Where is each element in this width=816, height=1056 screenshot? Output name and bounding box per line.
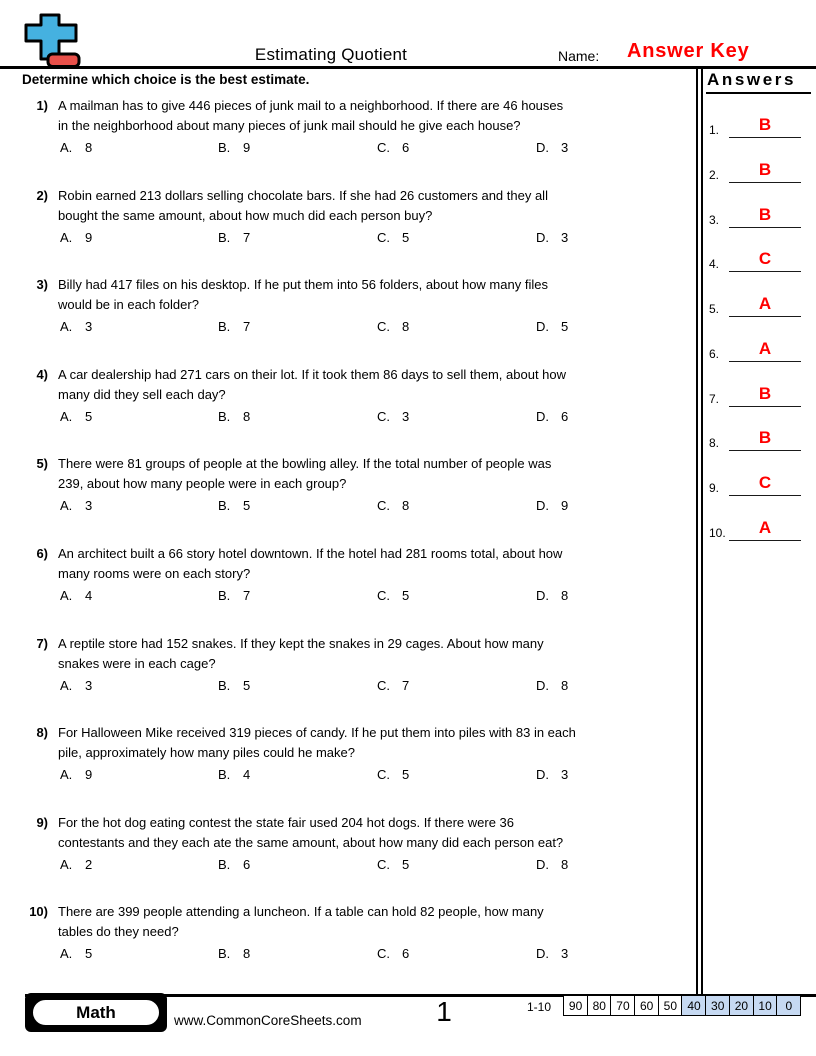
choice-option (377, 588, 409, 603)
choice-option (218, 230, 250, 245)
choice-letter: C. (377, 946, 390, 961)
question-choices (58, 409, 698, 427)
choice-option (536, 946, 568, 961)
choice-option (218, 767, 250, 782)
choice-value: 6 (402, 946, 410, 961)
choice-value: 5 (243, 498, 251, 513)
choice-value: 5 (243, 678, 251, 693)
question-text-line: A car dealership had 271 cars on their lot. If it took them 86 days to sell them, about how (58, 367, 567, 382)
choice-option (60, 946, 92, 961)
answers-column-divider (696, 66, 703, 996)
question-text-line: pile, approximately how many piles could he make? (58, 744, 355, 760)
score-cell: 90 (563, 995, 588, 1016)
choice-value: 6 (243, 857, 251, 872)
choice-value: 8 (561, 678, 569, 693)
name-label: Name: (558, 48, 600, 64)
question-text (58, 634, 544, 673)
choice-value: 7 (243, 230, 251, 245)
choice-value: 5 (402, 767, 410, 782)
choice-letter: D. (536, 230, 549, 245)
choice-option (60, 319, 92, 334)
choice-value: 5 (402, 857, 410, 872)
choice-option (536, 588, 568, 603)
question-number: 2) (36, 188, 48, 203)
choice-option (218, 498, 250, 513)
choice-letter: B. (218, 857, 231, 872)
score-cell: 80 (587, 995, 612, 1016)
question-number: 1) (36, 98, 48, 113)
answer-number: 5. (709, 302, 720, 316)
question-number: 6) (36, 546, 48, 561)
choice-letter: C. (377, 409, 390, 424)
choice-option (60, 498, 92, 513)
question-text-line: tables do they need? (58, 923, 179, 939)
choice-option (60, 140, 92, 155)
subject-label: Math (31, 998, 161, 1027)
question-text-line: There are 399 people attending a luncheon. If a table can hold 82 people, how many (58, 904, 544, 919)
choice-option (377, 319, 409, 334)
choice-option (377, 678, 409, 693)
score-cell: 10 (753, 995, 778, 1016)
question-number: 4) (36, 367, 48, 382)
question-text (58, 186, 548, 225)
choice-option (536, 678, 568, 693)
question-choices (58, 140, 698, 158)
answer-number: 1. (709, 123, 720, 137)
answer-letter: B (758, 384, 772, 403)
question-text (58, 902, 544, 941)
question-text (58, 813, 563, 852)
choice-value: 3 (85, 678, 93, 693)
question-number: 3) (36, 277, 48, 292)
question-text-line: A mailman has to give 446 pieces of junk mail to a neighborhood. If there are 46 houses (58, 98, 564, 113)
choice-letter: C. (377, 857, 390, 872)
choice-option (218, 409, 250, 424)
answer-blank-line (729, 182, 801, 183)
answer-number: 2. (709, 168, 720, 182)
question-text (58, 544, 562, 583)
choice-value: 2 (85, 857, 93, 872)
score-cell: 40 (681, 995, 706, 1016)
choice-value: 5 (402, 230, 410, 245)
choice-letter: C. (377, 498, 390, 513)
choice-option (218, 857, 250, 872)
question-text (58, 723, 576, 762)
answer-item (705, 469, 811, 496)
website-url: www.CommonCoreSheets.com (174, 1013, 362, 1028)
question-number: 8) (36, 725, 48, 740)
choice-option (536, 230, 568, 245)
score-cell: 30 (705, 995, 730, 1016)
question-text-line: contestants and they each ate the same amount, about how many did each person eat? (58, 834, 564, 850)
answer-letter: A (758, 294, 772, 313)
question-choices (58, 857, 698, 875)
choice-option (218, 678, 250, 693)
choice-letter: C. (377, 588, 390, 603)
choice-letter: B. (218, 230, 231, 245)
choice-value: 9 (85, 767, 93, 782)
instruction-text: Determine which choice is the best estimate. (22, 72, 310, 87)
answer-letter: C (758, 473, 772, 492)
score-cell: 70 (610, 995, 635, 1016)
question-text-line: A reptile store had 152 snakes. If they kept the snakes in 29 cages. About how many (58, 636, 544, 651)
answer-item (705, 335, 811, 362)
question-text-line: For the hot dog eating contest the state fair used 204 hot dogs. If there were 36 (58, 815, 515, 830)
choice-letter: A. (60, 319, 73, 334)
score-cell: 0 (776, 995, 801, 1016)
choice-letter: B. (218, 767, 231, 782)
answer-letter: B (758, 428, 772, 447)
choice-value: 8 (243, 409, 251, 424)
score-cell: 60 (634, 995, 659, 1016)
choice-option (536, 498, 568, 513)
answer-number: 9. (709, 481, 720, 495)
choice-value: 4 (85, 588, 93, 603)
question-text-line: in the neighborhood about many pieces of junk mail should he give each house? (58, 117, 521, 133)
answer-blank-line (729, 316, 801, 317)
page-number: 1 (436, 996, 452, 1027)
choice-option (377, 409, 409, 424)
answer-letter: B (758, 160, 772, 179)
choice-letter: A. (60, 857, 73, 872)
choice-letter: D. (536, 319, 549, 334)
choice-letter: D. (536, 409, 549, 424)
score-cell: 20 (729, 995, 754, 1016)
question-text-line: many did they sell each day? (58, 386, 226, 402)
choice-letter: D. (536, 588, 549, 603)
choice-option (60, 230, 92, 245)
choice-letter: D. (536, 767, 549, 782)
answer-blank-line (729, 450, 801, 451)
question-choices (58, 498, 698, 516)
question-number: 7) (36, 636, 48, 651)
choice-letter: D. (536, 857, 549, 872)
choice-option (218, 588, 250, 603)
answer-key-label: Answer Key (627, 40, 750, 62)
answer-number: 7. (709, 392, 720, 406)
answer-blank-line (729, 361, 801, 362)
question-choices (58, 319, 698, 337)
choice-option (377, 946, 409, 961)
choice-value: 8 (561, 588, 569, 603)
choice-option (377, 767, 409, 782)
question-number: 10) (29, 904, 48, 919)
answer-letter: A (758, 339, 772, 358)
choice-value: 8 (402, 319, 410, 334)
choice-option (377, 857, 409, 872)
question-text-line: 239, about how many people were in each group? (58, 475, 347, 491)
choice-option (377, 498, 409, 513)
score-cell: 50 (658, 995, 683, 1016)
answer-number: 4. (709, 257, 720, 271)
choice-option (536, 767, 568, 782)
choice-option (60, 409, 92, 424)
question-choices (58, 767, 698, 785)
answer-item (705, 290, 811, 317)
choice-value: 7 (402, 678, 410, 693)
answer-item (705, 111, 811, 138)
answer-number: 6. (709, 347, 720, 361)
choice-letter: D. (536, 946, 549, 961)
score-range-label: 1-10 (527, 1000, 552, 1014)
choice-value: 9 (243, 140, 251, 155)
answer-letter: C (758, 249, 772, 268)
choice-value: 5 (402, 588, 410, 603)
choice-value: 4 (243, 767, 251, 782)
choice-letter: A. (60, 498, 73, 513)
choice-letter: B. (218, 946, 231, 961)
answers-column-title: Answers (706, 70, 811, 94)
question-choices (58, 230, 698, 248)
question-text (58, 96, 563, 135)
choice-letter: C. (377, 678, 390, 693)
choice-letter: A. (60, 678, 73, 693)
choice-value: 5 (85, 409, 93, 424)
question-text (58, 454, 551, 493)
choice-value: 6 (402, 140, 410, 155)
choice-value: 3 (402, 409, 410, 424)
answer-blank-line (729, 227, 801, 228)
choice-value: 3 (85, 319, 93, 334)
choice-option (60, 767, 92, 782)
choice-value: 8 (402, 498, 410, 513)
question-choices (58, 588, 698, 606)
question-number: 9) (36, 815, 48, 830)
choice-letter: B. (218, 409, 231, 424)
choice-letter: C. (377, 767, 390, 782)
choice-option (60, 857, 92, 872)
answer-item (705, 156, 811, 183)
answer-item (705, 245, 811, 272)
choice-option (218, 140, 250, 155)
choice-value: 3 (561, 140, 569, 155)
answer-item (705, 424, 811, 451)
choice-letter: D. (536, 678, 549, 693)
choice-option (536, 857, 568, 872)
choice-letter: A. (60, 140, 73, 155)
question-text (58, 275, 548, 314)
answer-blank-line (729, 540, 801, 541)
choice-value: 3 (85, 498, 93, 513)
answer-item (705, 514, 811, 541)
choice-value: 7 (243, 588, 251, 603)
choice-value: 5 (85, 946, 93, 961)
answer-number: 8. (709, 436, 720, 450)
choice-option (536, 409, 568, 424)
choice-option (218, 946, 250, 961)
answer-number: 3. (709, 213, 720, 227)
choice-letter: B. (218, 140, 231, 155)
question-number: 5) (36, 456, 48, 471)
question-choices (58, 678, 698, 696)
choice-value: 7 (243, 319, 251, 334)
question-text-line: snakes were in each cage? (58, 655, 216, 671)
choice-value: 3 (561, 230, 569, 245)
question-text-line: would be in each folder? (58, 296, 199, 312)
choice-letter: C. (377, 230, 390, 245)
choice-letter: B. (218, 588, 231, 603)
choice-letter: C. (377, 319, 390, 334)
choice-option (536, 319, 568, 334)
choice-value: 8 (561, 857, 569, 872)
score-table (563, 995, 801, 1016)
question-text-line: Robin earned 213 dollars selling chocolate bars. If she had 26 customers and they all (58, 188, 548, 203)
choice-letter: A. (60, 588, 73, 603)
answer-item (705, 380, 811, 407)
choice-value: 6 (561, 409, 569, 424)
page-title: Estimating Quotient (254, 45, 408, 64)
choice-option (377, 140, 409, 155)
choice-letter: A. (60, 230, 73, 245)
question-text-line: Billy had 417 files on his desktop. If he put them into 56 folders, about how many files (58, 277, 548, 292)
question-text-line: bought the same amount, about how much did each person buy? (58, 207, 433, 223)
choice-value: 8 (85, 140, 93, 155)
choice-value: 3 (561, 946, 569, 961)
choice-letter: A. (60, 767, 73, 782)
answer-item (705, 201, 811, 228)
question-text-line: For Halloween Mike received 319 pieces of candy. If he put them into piles with 83 in each (58, 725, 576, 740)
choice-letter: A. (60, 946, 73, 961)
answer-blank-line (729, 406, 801, 407)
choice-value: 5 (561, 319, 569, 334)
answer-blank-line (729, 271, 801, 272)
answer-letter: A (758, 518, 772, 537)
subject-badge (25, 993, 167, 1032)
choice-value: 8 (243, 946, 251, 961)
answer-number: 10. (709, 526, 726, 540)
choice-value: 3 (561, 767, 569, 782)
answer-blank-line (729, 137, 801, 138)
question-text-line: There were 81 groups of people at the bowling alley. If the total number of people was (58, 456, 552, 471)
choice-option (60, 678, 92, 693)
choice-value: 9 (85, 230, 93, 245)
answer-letter: B (758, 115, 772, 134)
choice-letter: B. (218, 498, 231, 513)
choice-option (60, 588, 92, 603)
choice-letter: B. (218, 678, 231, 693)
question-text (58, 365, 566, 404)
choice-value: 9 (561, 498, 569, 513)
choice-letter: B. (218, 319, 231, 334)
choice-letter: D. (536, 498, 549, 513)
choice-option (536, 140, 568, 155)
answer-letter: B (758, 205, 772, 224)
choice-letter: D. (536, 140, 549, 155)
choice-option (218, 319, 250, 334)
choice-letter: C. (377, 140, 390, 155)
question-text-line: many rooms were on each story? (58, 565, 251, 581)
choice-option (377, 230, 409, 245)
answer-blank-line (729, 495, 801, 496)
choice-letter: A. (60, 409, 73, 424)
question-text-line: An architect built a 66 story hotel downtown. If the hotel had 281 rooms total, about how (58, 546, 563, 561)
question-choices (58, 946, 698, 964)
